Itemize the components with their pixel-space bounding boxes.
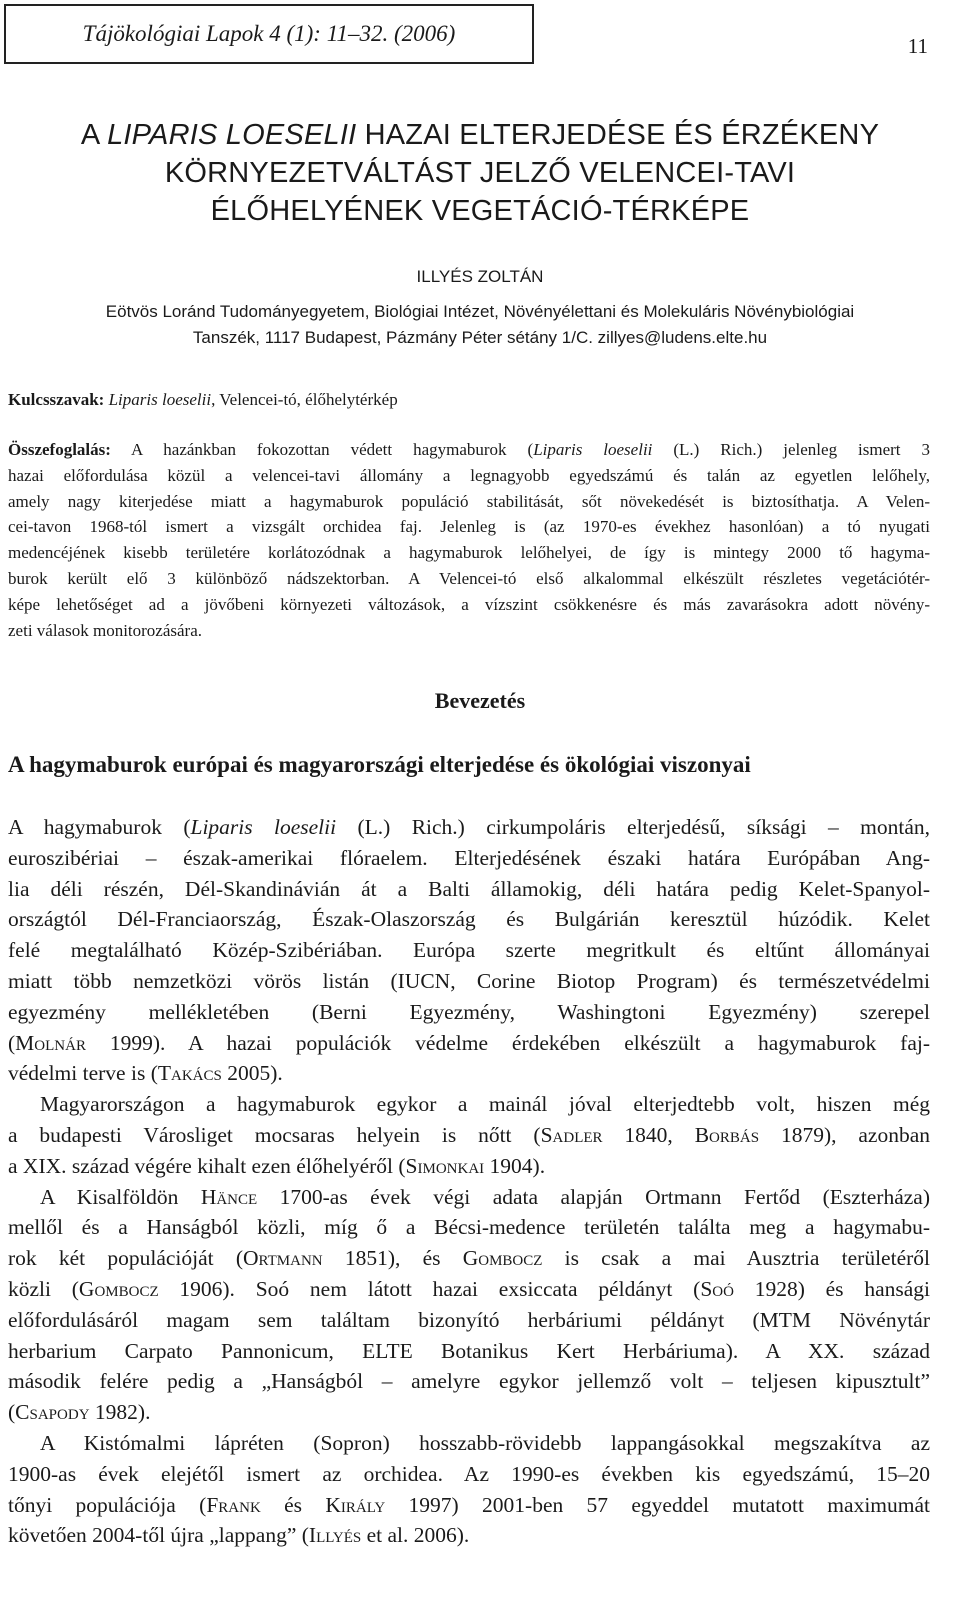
page-number: 11 (907, 34, 928, 58)
abstract-line: cei-tavon 1968-tól ismert a vizsgált orchidea faj. Jelenleg is (az 1970-es évekhez hasonlóan) a tó nyugati (8, 517, 930, 537)
body-line: Magyarországon a hagymaburok egykor a mainál jóval elterjedtebb volt, hiszen még (40, 1092, 930, 1117)
abstract-line: képe lehetőséget ad a jövőbeni környezeti változások, a vízszint csökkenésre és más zavarásokra adott növény- (8, 594, 930, 614)
abstract (8, 437, 930, 643)
body-line: rok két populációját (Ortmann 1851), és Gombocz is csak a mai Ausztria területéről (8, 1246, 930, 1271)
keywords-rest: , Velencei-tó, élőhelytérkép (211, 390, 398, 409)
body-line: közli (Gombocz 1906). Soó nem látott hazai exsiccata példányt (Soó 1928) és hansági (8, 1276, 930, 1301)
body-line: követően 2004-től újra „lappang” (Illyés et al. 2006). (8, 1523, 470, 1548)
body-line: A Kisalföldön Hänce 1700-as évek végi adata alapján Ortmann Fertőd (Eszterháza) (40, 1184, 931, 1209)
article-title (0, 116, 960, 230)
abstract-line: hazai előfordulása közül a velencei-tavi állomány a legnagyobb egyedszámú és talán az egyetlen lelőhely, (8, 465, 930, 485)
abstract-line: medencéjének kisebb területére korlátozódnak a hagymaburok lelőhelyei, de így is mintegy 2000 tő hagyma- (8, 543, 930, 563)
journal-citation-box (4, 4, 534, 64)
body-line: A Kistómalmi lápréten (Sopron) hosszabb-rövidebb lappangásokkal megszakítva az (40, 1430, 930, 1455)
abstract-line: amely nagy kiterjedése miatt a hagymaburok populáció stabilitását, sőt növekedését is biztosíthatja. A Velen- (8, 491, 930, 511)
title-line-3: ÉLŐHELYÉNEK VEGETÁCIÓ-TÉRKÉPE (210, 195, 750, 227)
title-species: LIPARIS LOESELII (107, 119, 357, 151)
abstract-line: Összefoglalás: A hazánkban fokozottan védett hagymaburok (Liparis loeselii (L.) Rich.) jelenleg ismert 3 (8, 440, 930, 459)
body-line: herbarium Carpato Pannonicum, ELTE Botanikus Kert Herbáriuma). A XX. század (8, 1338, 930, 1363)
subsection-title: A hagymaburok európai és magyarországi elterjedése és ökológiai viszonyai (8, 752, 751, 777)
section-title-introduction: Bevezetés (434, 688, 526, 713)
body-line: második felére pedig a „Hanságból – amelyre egykor jellemző volt – teljesen kipusztult” (8, 1369, 930, 1394)
keywords (8, 388, 936, 412)
body-line: lia déli részén, Dél-Skandinávián át a Balti államokig, déli határa pedig Kelet-Spanyol- (8, 876, 930, 901)
body-line: 1900-as évek elejétől ismert az orchidea. Az 1990-es években kis egyedszámú, 15–20 (8, 1461, 930, 1486)
title-line-1: A LIPARIS LOESELII HAZAI ELTERJEDÉSE ÉS ÉRZÉKENY (80, 119, 880, 151)
body-line: (Csapody 1982). (8, 1400, 151, 1425)
keywords-label: Kulcsszavak: (8, 390, 105, 409)
body-line: (Molnár 1999). A hazai populációk védelme érdekében elkészült a hagymaburok faj- (8, 1030, 930, 1055)
body-line: országtól Dél-Franciaország, Észak-Olaszország és Bulgárián keresztül húzódik. Kelet (8, 907, 930, 932)
body-text (8, 812, 930, 1551)
affiliation-line: Eötvös Loránd Tudományegyetem, Biológiai Intézet, Növényélettani és Molekuláris Növénybiológiai (105, 302, 855, 321)
body-line: A hagymaburok (Liparis loeselii (L.) Rich.) cirkumpoláris elterjedésű, síksági – montán, (8, 815, 931, 839)
abstract-label: Összefoglalás: (8, 440, 111, 459)
body-line: egyezmény mellékletében (Berni Egyezmény, Washingtoni Egyezmény) szerepel (8, 999, 930, 1024)
body-line: miatt több nemzetközi vörös listán (IUCN, Corine Biotop Program) és természetvédelmi (8, 968, 930, 993)
keywords-species: Liparis loeselii (108, 390, 212, 409)
body-line: védelmi terve is (Takács 2005). (8, 1061, 283, 1086)
body-line: tőnyi populációja (Frank és Király 1997) 2001-ben 57 egyeddel mutatott maximumát (8, 1492, 931, 1517)
journal-citation: Tájökológiai Lapok 4 (1): 11–32. (2006) (82, 21, 456, 46)
body-line: a XIX. század végére kihalt ezen élőhelyéről (Simonkai 1904). (8, 1153, 546, 1178)
body-line: mellől és a Hanságból közli, míg ő a Bécsi-medence területén találta meg a hagymabu- (8, 1215, 930, 1240)
affiliation-line: Tanszék, 1117 Budapest, Pázmány Péter sétány 1/C. zillyes@ludens.elte.hu (192, 328, 768, 347)
body-line: euroszibériai – észak-amerikai flóraelem. Elterjedésének északi határa Európában Ang- (8, 845, 930, 870)
author-affiliation (0, 299, 960, 351)
body-line: a budapesti Városliget mocsaras helyein is nőtt (Sadler 1840, Borbás 1879), azonban (8, 1122, 930, 1147)
abstract-line: burok került elő 3 különböző nádszektorban. A Velencei-tó első alkalommal elkészült részletes vegetációtér- (8, 568, 930, 588)
abstract-line: zeti válasok monitorozására. (8, 620, 203, 640)
author-name: ILLYÉS ZOLTÁN (416, 267, 544, 286)
body-line: felé megtalálható Közép-Szibériában. Európa szerte megritkult és eltűnt állományai (8, 938, 930, 963)
title-line-2: KÖRNYEZETVÁLTÁST JELZŐ VELENCEI-TAVI (164, 157, 796, 189)
body-line: előfordulásáról magam sem találtam bizonyító herbáriumi példányt (MTM Növénytár (8, 1307, 930, 1332)
